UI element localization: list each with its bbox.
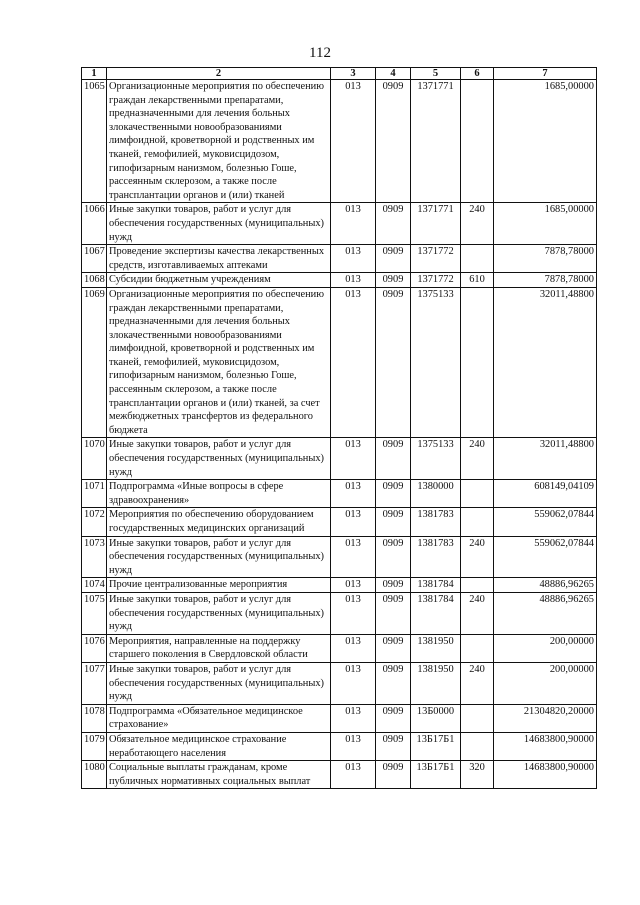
target-article-code: 13Б17Б1 xyxy=(411,732,461,760)
expense-type-code xyxy=(461,245,494,273)
amount: 559062,07844 xyxy=(494,508,597,536)
item-name: Иные закупки товаров, работ и услуг для обеспечения государственных (муниципальных) нужд xyxy=(107,592,331,634)
item-name: Мероприятия, направленные на поддержку старшего поколения в Свердловской области xyxy=(107,634,331,662)
expense-type-code xyxy=(461,634,494,662)
target-article-code: 13Б17Б1 xyxy=(411,761,461,789)
ministry-code: 013 xyxy=(331,80,376,203)
target-article-code: 1381783 xyxy=(411,536,461,578)
budget-table xyxy=(81,67,597,789)
amount: 200,00000 xyxy=(494,634,597,662)
target-article-code: 1381784 xyxy=(411,592,461,634)
amount: 7878,78000 xyxy=(494,273,597,288)
ministry-code: 013 xyxy=(331,438,376,480)
row-number: 1076 xyxy=(82,634,107,662)
table-row xyxy=(82,578,597,593)
item-name: Подпрограмма «Иные вопросы в сфере здравоохранения» xyxy=(107,480,331,508)
row-number: 1066 xyxy=(82,203,107,245)
row-number: 1078 xyxy=(82,704,107,732)
amount: 14683800,90000 xyxy=(494,732,597,760)
expense-type-code xyxy=(461,732,494,760)
column-header-2: 2 xyxy=(107,68,331,80)
ministry-code: 013 xyxy=(331,592,376,634)
ministry-code: 013 xyxy=(331,662,376,704)
amount: 14683800,90000 xyxy=(494,761,597,789)
section-code: 0909 xyxy=(376,438,411,480)
row-number: 1074 xyxy=(82,578,107,593)
amount: 7878,78000 xyxy=(494,245,597,273)
ministry-code: 013 xyxy=(331,634,376,662)
target-article-code: 1381784 xyxy=(411,578,461,593)
column-header-5: 5 xyxy=(411,68,461,80)
table-row xyxy=(82,80,597,203)
item-name: Мероприятия по обеспечению оборудованием государственных медицинских организаций xyxy=(107,508,331,536)
item-name: Иные закупки товаров, работ и услуг для обеспечения государственных (муниципальных) нужд xyxy=(107,536,331,578)
target-article-code: 1371771 xyxy=(411,80,461,203)
ministry-code: 013 xyxy=(331,732,376,760)
ministry-code: 013 xyxy=(331,704,376,732)
table-row xyxy=(82,732,597,760)
target-article-code: 1381950 xyxy=(411,634,461,662)
row-number: 1070 xyxy=(82,438,107,480)
target-article-code: 1375133 xyxy=(411,287,461,438)
item-name: Подпрограмма «Обязательное медицинское страхование» xyxy=(107,704,331,732)
item-name: Иные закупки товаров, работ и услуг для обеспечения государственных (муниципальных) нужд xyxy=(107,662,331,704)
amount: 608149,04109 xyxy=(494,480,597,508)
expense-type-code: 240 xyxy=(461,536,494,578)
expense-type-code xyxy=(461,704,494,732)
section-code: 0909 xyxy=(376,592,411,634)
table-row xyxy=(82,704,597,732)
expense-type-code: 240 xyxy=(461,203,494,245)
expense-type-code xyxy=(461,80,494,203)
section-code: 0909 xyxy=(376,287,411,438)
section-code: 0909 xyxy=(376,761,411,789)
ministry-code: 013 xyxy=(331,761,376,789)
item-name: Социальные выплаты гражданам, кроме публичных нормативных социальных выплат xyxy=(107,761,331,789)
item-name: Обязательное медицинское страхование неработающего населения xyxy=(107,732,331,760)
table-row xyxy=(82,634,597,662)
target-article-code: 13Б0000 xyxy=(411,704,461,732)
expense-type-code xyxy=(461,508,494,536)
section-code: 0909 xyxy=(376,732,411,760)
expense-type-code: 240 xyxy=(461,438,494,480)
expense-type-code xyxy=(461,287,494,438)
row-number: 1079 xyxy=(82,732,107,760)
target-article-code: 1380000 xyxy=(411,480,461,508)
item-name: Организационные мероприятия по обеспечению граждан лекарственными препаратами, предназначенными для лечения больных злокачественными новообразованиями лимфоидной, кроветворной и родственных им тканей, гемофилией, муковисцидозом, гипофизарным нанизмом, болезнью Гоше, рассеянным склерозом, а также после трансплантации органов и (или) тканей, за счет межбюджетных трансфертов из федерального бюджета xyxy=(107,287,331,438)
expense-type-code xyxy=(461,480,494,508)
table-row xyxy=(82,761,597,789)
item-name: Субсидии бюджетным учреждениям xyxy=(107,273,331,288)
row-number: 1068 xyxy=(82,273,107,288)
target-article-code: 1371772 xyxy=(411,273,461,288)
ministry-code: 013 xyxy=(331,287,376,438)
expense-type-code xyxy=(461,578,494,593)
section-code: 0909 xyxy=(376,245,411,273)
amount: 559062,07844 xyxy=(494,536,597,578)
table-row xyxy=(82,203,597,245)
expense-type-code: 240 xyxy=(461,662,494,704)
row-number: 1072 xyxy=(82,508,107,536)
section-code: 0909 xyxy=(376,704,411,732)
row-number: 1080 xyxy=(82,761,107,789)
row-number: 1077 xyxy=(82,662,107,704)
expense-type-code: 610 xyxy=(461,273,494,288)
column-header-1: 1 xyxy=(82,68,107,80)
target-article-code: 1371771 xyxy=(411,203,461,245)
target-article-code: 1381950 xyxy=(411,662,461,704)
expense-type-code: 320 xyxy=(461,761,494,789)
ministry-code: 013 xyxy=(331,508,376,536)
amount: 21304820,20000 xyxy=(494,704,597,732)
item-name: Прочие централизованные мероприятия xyxy=(107,578,331,593)
column-header-4: 4 xyxy=(376,68,411,80)
ministry-code: 013 xyxy=(331,578,376,593)
amount: 32011,48800 xyxy=(494,287,597,438)
amount: 48886,96265 xyxy=(494,592,597,634)
column-header-3: 3 xyxy=(331,68,376,80)
expense-type-code: 240 xyxy=(461,592,494,634)
item-name: Иные закупки товаров, работ и услуг для обеспечения государственных (муниципальных) нужд xyxy=(107,438,331,480)
ministry-code: 013 xyxy=(331,203,376,245)
section-code: 0909 xyxy=(376,634,411,662)
table-row xyxy=(82,287,597,438)
amount: 1685,00000 xyxy=(494,203,597,245)
ministry-code: 013 xyxy=(331,536,376,578)
table-row xyxy=(82,438,597,480)
row-number: 1073 xyxy=(82,536,107,578)
column-header-7: 7 xyxy=(494,68,597,80)
row-number: 1071 xyxy=(82,480,107,508)
row-number: 1069 xyxy=(82,287,107,438)
amount: 32011,48800 xyxy=(494,438,597,480)
target-article-code: 1371772 xyxy=(411,245,461,273)
table-header-row xyxy=(82,68,597,80)
section-code: 0909 xyxy=(376,273,411,288)
row-number: 1075 xyxy=(82,592,107,634)
amount: 48886,96265 xyxy=(494,578,597,593)
table-row xyxy=(82,245,597,273)
target-article-code: 1375133 xyxy=(411,438,461,480)
section-code: 0909 xyxy=(376,508,411,536)
section-code: 0909 xyxy=(376,480,411,508)
table-row xyxy=(82,273,597,288)
section-code: 0909 xyxy=(376,203,411,245)
target-article-code: 1381783 xyxy=(411,508,461,536)
amount: 1685,00000 xyxy=(494,80,597,203)
row-number: 1065 xyxy=(82,80,107,203)
section-code: 0909 xyxy=(376,578,411,593)
column-header-6: 6 xyxy=(461,68,494,80)
section-code: 0909 xyxy=(376,662,411,704)
amount: 200,00000 xyxy=(494,662,597,704)
table-row xyxy=(82,662,597,704)
table-row xyxy=(82,592,597,634)
ministry-code: 013 xyxy=(331,245,376,273)
page-number: 112 xyxy=(309,45,331,61)
row-number: 1067 xyxy=(82,245,107,273)
ministry-code: 013 xyxy=(331,480,376,508)
section-code: 0909 xyxy=(376,536,411,578)
table-row xyxy=(82,480,597,508)
table-row xyxy=(82,508,597,536)
section-code: 0909 xyxy=(376,80,411,203)
item-name: Иные закупки товаров, работ и услуг для обеспечения государственных (муниципальных) нужд xyxy=(107,203,331,245)
item-name: Организационные мероприятия по обеспечению граждан лекарственными препаратами, предназначенными для лечения больных злокачественными новообразованиями лимфоидной, кроветворной и родственных им тканей, гемофилией, муковисцидозом, гипофизарным нанизмом, болезнью Гоше, рассеянным склерозом, а также после трансплантации органов и (или) тканей xyxy=(107,80,331,203)
table-row xyxy=(82,536,597,578)
item-name: Проведение экспертизы качества лекарственных средств, изготавливаемых аптеками xyxy=(107,245,331,273)
ministry-code: 013 xyxy=(331,273,376,288)
